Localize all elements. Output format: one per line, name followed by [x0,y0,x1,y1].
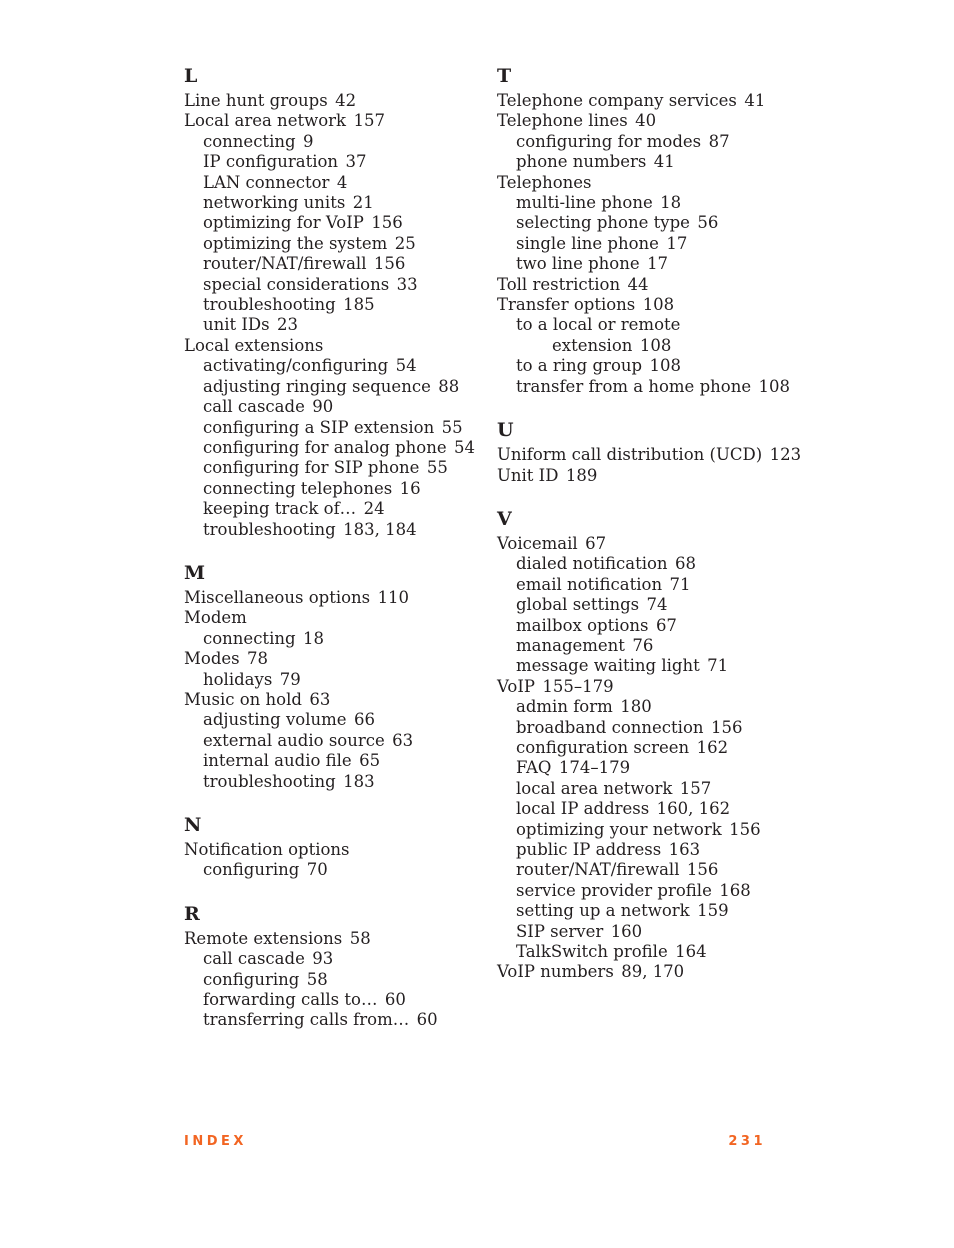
index-entry [184,336,492,356]
entry-page-numbers: 44 [627,274,649,294]
entry-page-numbers: 93 [312,949,334,969]
index-entry [497,840,937,860]
index-entry [184,152,492,172]
index-entry [497,315,937,335]
index-entry [497,738,937,758]
entry-label: external audio source [203,730,385,750]
entry-page-numbers: 25 [394,233,416,253]
index-entry [184,213,492,233]
index-section-t [497,64,937,397]
entry-label: optimizing the system [203,233,388,253]
entry-page-numbers: 185 [343,295,375,315]
entry-page-numbers: 9 [302,131,314,151]
entry-page-numbers: 71 [707,656,729,676]
entry-label: Music on hold [184,689,302,709]
entry-page-numbers: 183 [343,771,375,791]
entry-page-numbers: 63 [309,689,331,709]
entry-label: connecting [203,131,296,151]
entry-label: internal audio file [203,751,352,771]
entry-page-numbers: 79 [279,669,301,689]
index-entry [184,772,492,792]
entry-label: Unit ID [497,465,559,485]
entry-label: optimizing for VoIP [203,213,364,233]
entry-label: Telephones [497,172,592,192]
entry-label: LAN connector [203,172,330,192]
index-entry [497,91,937,111]
index-entry [184,91,492,111]
entry-page-numbers: 24 [363,499,385,519]
index-entry [497,173,937,193]
entry-label: single line phone [516,233,659,253]
entry-page-numbers: 67 [585,533,607,553]
entry-label: activating/configuring [203,356,389,376]
index-entry [184,731,492,751]
index-section-l [184,64,492,540]
entry-page-numbers: 56 [697,213,719,233]
index-entry [184,132,492,152]
entry-page-numbers: 66 [353,710,375,730]
entry-label: admin form [516,697,613,717]
entry-page-numbers: 78 [247,649,269,669]
entry-page-numbers: 174–179 [558,758,631,778]
index-entry [497,254,937,274]
index-entry [184,418,492,438]
entry-label: call cascade [203,949,305,969]
index-entry [184,860,492,880]
entry-label: TalkSwitch profile [516,942,668,962]
index-entry [184,690,492,710]
index-entry [184,588,492,608]
footer-section-label: INDEX [184,1134,247,1149]
index-entry [497,336,937,356]
entry-page-numbers: 55 [441,417,463,437]
index-entry [497,697,937,717]
entry-page-numbers: 63 [392,730,414,750]
entry-label: Modem [184,608,247,628]
entry-label: Local extensions [184,335,324,355]
index-section-m [184,561,492,792]
index-entry [497,820,937,840]
index-entry [497,962,937,982]
entry-page-numbers: 58 [349,928,371,948]
entry-page-numbers: 68 [674,554,696,574]
index-entry [497,111,937,131]
entry-page-numbers: 159 [697,901,729,921]
entry-label: troubleshooting [203,519,336,539]
index-entry [497,377,937,397]
entry-label: router/NAT/firewall [203,254,367,274]
page-footer [184,1134,766,1149]
entry-page-numbers: 156 [373,254,406,274]
entry-page-numbers: 183, 184 [343,519,417,539]
index-section-n [184,813,492,881]
entry-page-numbers: 4 [336,172,348,192]
entry-page-numbers: 108 [639,335,672,355]
index-entry [184,397,492,417]
entry-page-numbers: 17 [647,254,669,274]
index-entry [184,295,492,315]
index-entry [184,840,492,860]
entry-label: Telephone lines [497,111,628,131]
entry-page-numbers: 33 [396,274,418,294]
entry-page-numbers: 110 [377,587,410,607]
entry-page-numbers: 16 [399,478,421,498]
index-entry [184,608,492,628]
index-entry [497,901,937,921]
index-entry [497,799,937,819]
entry-label: optimizing your network [516,819,722,839]
entry-label: configuring [203,969,300,989]
index-entry [184,275,492,295]
index-entry [497,132,937,152]
section-letter-heading: L [184,65,198,87]
index-entry [184,479,492,499]
entry-label: holidays [203,669,273,689]
entry-page-numbers: 54 [395,356,417,376]
index-entry [497,234,937,254]
entry-label: public IP address [516,840,662,859]
entry-page-numbers: 71 [669,574,691,594]
entry-page-numbers: 65 [359,751,381,771]
index-entry [184,710,492,730]
entry-label: connecting telephones [203,478,393,498]
index-entry [184,315,492,335]
index-entry [184,234,492,254]
index-entry [497,356,937,376]
entry-label: broadband connection [516,717,704,737]
entry-label: local IP address [516,799,650,819]
index-entry [184,377,492,397]
entry-page-numbers: 108 [649,356,681,376]
entry-label: configuring [203,860,300,880]
index-entry [184,193,492,213]
entry-label: to a local or remote [516,315,681,335]
entry-label: two line phone [516,254,640,274]
entry-page-numbers: 88 [438,376,460,396]
entry-label: configuring for modes [516,131,702,151]
entry-label: special considerations [203,274,390,294]
index-column-right [497,64,937,983]
entry-label: adjusting ringing sequence [203,376,431,396]
entry-page-numbers: 42 [335,91,357,110]
entry-page-numbers: 163 [668,840,701,859]
entry-label: Modes [184,649,240,669]
index-entry [184,670,492,690]
index-column-left [184,64,492,1031]
index-entry [497,534,937,554]
entry-page-numbers: 90 [312,397,334,417]
entry-page-numbers: 87 [708,131,730,151]
entry-page-numbers: 60 [384,990,406,1010]
entry-page-numbers: 157 [679,778,712,798]
entry-page-numbers: 54 [454,437,476,457]
entry-label: Voicemail [497,533,578,553]
entry-page-numbers: 189 [565,465,598,485]
entry-page-numbers: 108 [758,376,791,396]
entry-label: unit IDs [203,315,270,335]
index-section-r [184,902,492,1031]
index-entry [497,636,937,656]
index-entry [497,922,937,942]
section-letter-heading: M [184,561,206,584]
entry-label: configuring a SIP extension [203,417,435,437]
entry-page-numbers: 76 [632,635,654,655]
entry-page-numbers: 41 [653,152,675,172]
entry-page-numbers: 37 [345,152,367,172]
entry-label: transfer from a home phone [516,376,752,396]
entry-label: Line hunt groups [184,91,328,110]
entry-label: to a ring group [516,356,643,376]
entry-page-numbers: 55 [426,458,448,478]
entry-label: SIP server [516,921,604,941]
index-entry [184,629,492,649]
entry-page-numbers: 18 [302,628,324,648]
index-entry [497,656,937,676]
section-letter-heading: R [184,902,200,925]
index-entry [497,942,937,962]
index-entry [497,575,937,595]
index-entry [184,458,492,478]
index-entry [184,254,492,274]
entry-label: multi-line phone [516,193,653,213]
footer-page-number: 231 [728,1134,766,1149]
index-entry [497,554,937,574]
entry-label: IP configuration [203,152,339,172]
entry-label: Transfer options [497,295,636,315]
entry-label: VoIP numbers [497,962,614,982]
entry-page-numbers: 58 [306,969,328,989]
entry-label: global settings [516,595,640,615]
entry-label: call cascade [203,397,305,417]
index-entry [497,758,937,778]
entry-label: connecting [203,628,296,648]
entry-label: keeping track of… [203,499,357,519]
entry-label: extension [552,335,633,355]
index-entry [497,295,937,315]
entry-page-numbers: 18 [660,193,682,213]
entry-page-numbers: 160, 162 [656,799,731,819]
section-letter-heading: N [184,814,202,836]
entry-page-numbers: 164 [675,942,707,962]
index-entry [184,499,492,519]
entry-page-numbers: 156 [371,213,403,233]
index-entry [184,520,492,540]
index-entry [184,751,492,771]
index-entry [497,616,937,636]
entry-label: Remote extensions [184,928,343,948]
entry-page-numbers: 157 [353,111,385,131]
index-section-v [497,507,937,983]
entry-label: forwarding calls to… [203,990,378,1010]
index-entry [184,356,492,376]
entry-label: mailbox options [516,615,649,635]
entry-label: transferring calls from… [203,1010,410,1030]
entry-page-numbers: 180 [620,697,652,717]
index-entry [184,173,492,193]
index-entry [497,213,937,233]
entry-label: configuring for analog phone [203,437,447,457]
index-entry [184,438,492,458]
index-entry [497,779,937,799]
entry-label: selecting phone type [516,213,690,233]
index-entry [497,881,937,901]
section-letter-heading: T [497,65,512,87]
entry-page-numbers: 108 [642,295,675,315]
index-entry [497,193,937,213]
entry-page-numbers: 123 [769,445,802,465]
index-entry [497,677,937,697]
index-entry [497,275,937,295]
entry-page-numbers: 74 [646,595,668,615]
index-section-u [497,418,937,486]
entry-page-numbers: 40 [635,111,657,131]
entry-label: configuring for SIP phone [203,458,420,478]
index-entry [497,595,937,615]
entry-label: phone numbers [516,152,647,172]
entry-label: troubleshooting [203,771,336,791]
entry-label: FAQ [516,758,552,778]
entry-label: router/NAT/firewall [516,860,680,880]
index-entry [184,649,492,669]
entry-page-numbers: 156 [686,860,719,880]
index-entry [497,718,937,738]
entry-label: VoIP [497,676,535,696]
index-entry [184,949,492,969]
entry-page-numbers: 41 [744,91,766,110]
entry-page-numbers: 168 [719,880,751,900]
entry-page-numbers: 67 [655,615,677,635]
entry-page-numbers: 60 [416,1010,438,1030]
entry-label: configuration screen [516,737,690,757]
entry-page-numbers: 162 [696,737,729,757]
entry-label: Notification options [184,840,350,859]
entry-page-numbers: 156 [729,819,761,839]
entry-label: message waiting light [516,656,700,676]
index-entry [497,860,937,880]
entry-label: email notification [516,574,663,594]
index-entry [184,929,492,949]
index-entry [497,152,937,172]
entry-label: networking units [203,193,346,213]
entry-page-numbers: 160 [610,921,643,941]
entry-label: local area network [516,778,673,798]
entry-page-numbers: 155–179 [542,676,614,696]
entry-page-numbers: 17 [666,233,688,253]
index-entry [184,970,492,990]
entry-label: dialed notification [516,554,668,574]
index-entry [497,445,937,465]
index-entry [184,990,492,1010]
entry-label: troubleshooting [203,295,336,315]
entry-label: management [516,635,625,655]
section-letter-heading: U [497,419,514,442]
index-entry [184,1010,492,1030]
section-letter-heading: V [497,507,512,530]
entry-label: Miscellaneous options [184,587,371,607]
entry-page-numbers: 21 [352,193,374,213]
entry-label: Uniform call distribution (UCD) [497,445,763,465]
entry-label: Toll restriction [497,274,621,294]
entry-page-numbers: 156 [710,717,743,737]
entry-label: Telephone company services [497,91,737,110]
entry-label: service provider profile [516,880,712,900]
entry-label: Local area network [184,111,347,131]
entry-page-numbers: 23 [277,315,299,335]
index-entry [184,111,492,131]
entry-label: adjusting volume [203,710,347,730]
entry-label: setting up a network [516,901,690,921]
entry-page-numbers: 89, 170 [621,962,685,982]
index-entry [497,466,937,486]
entry-page-numbers: 70 [306,860,328,880]
